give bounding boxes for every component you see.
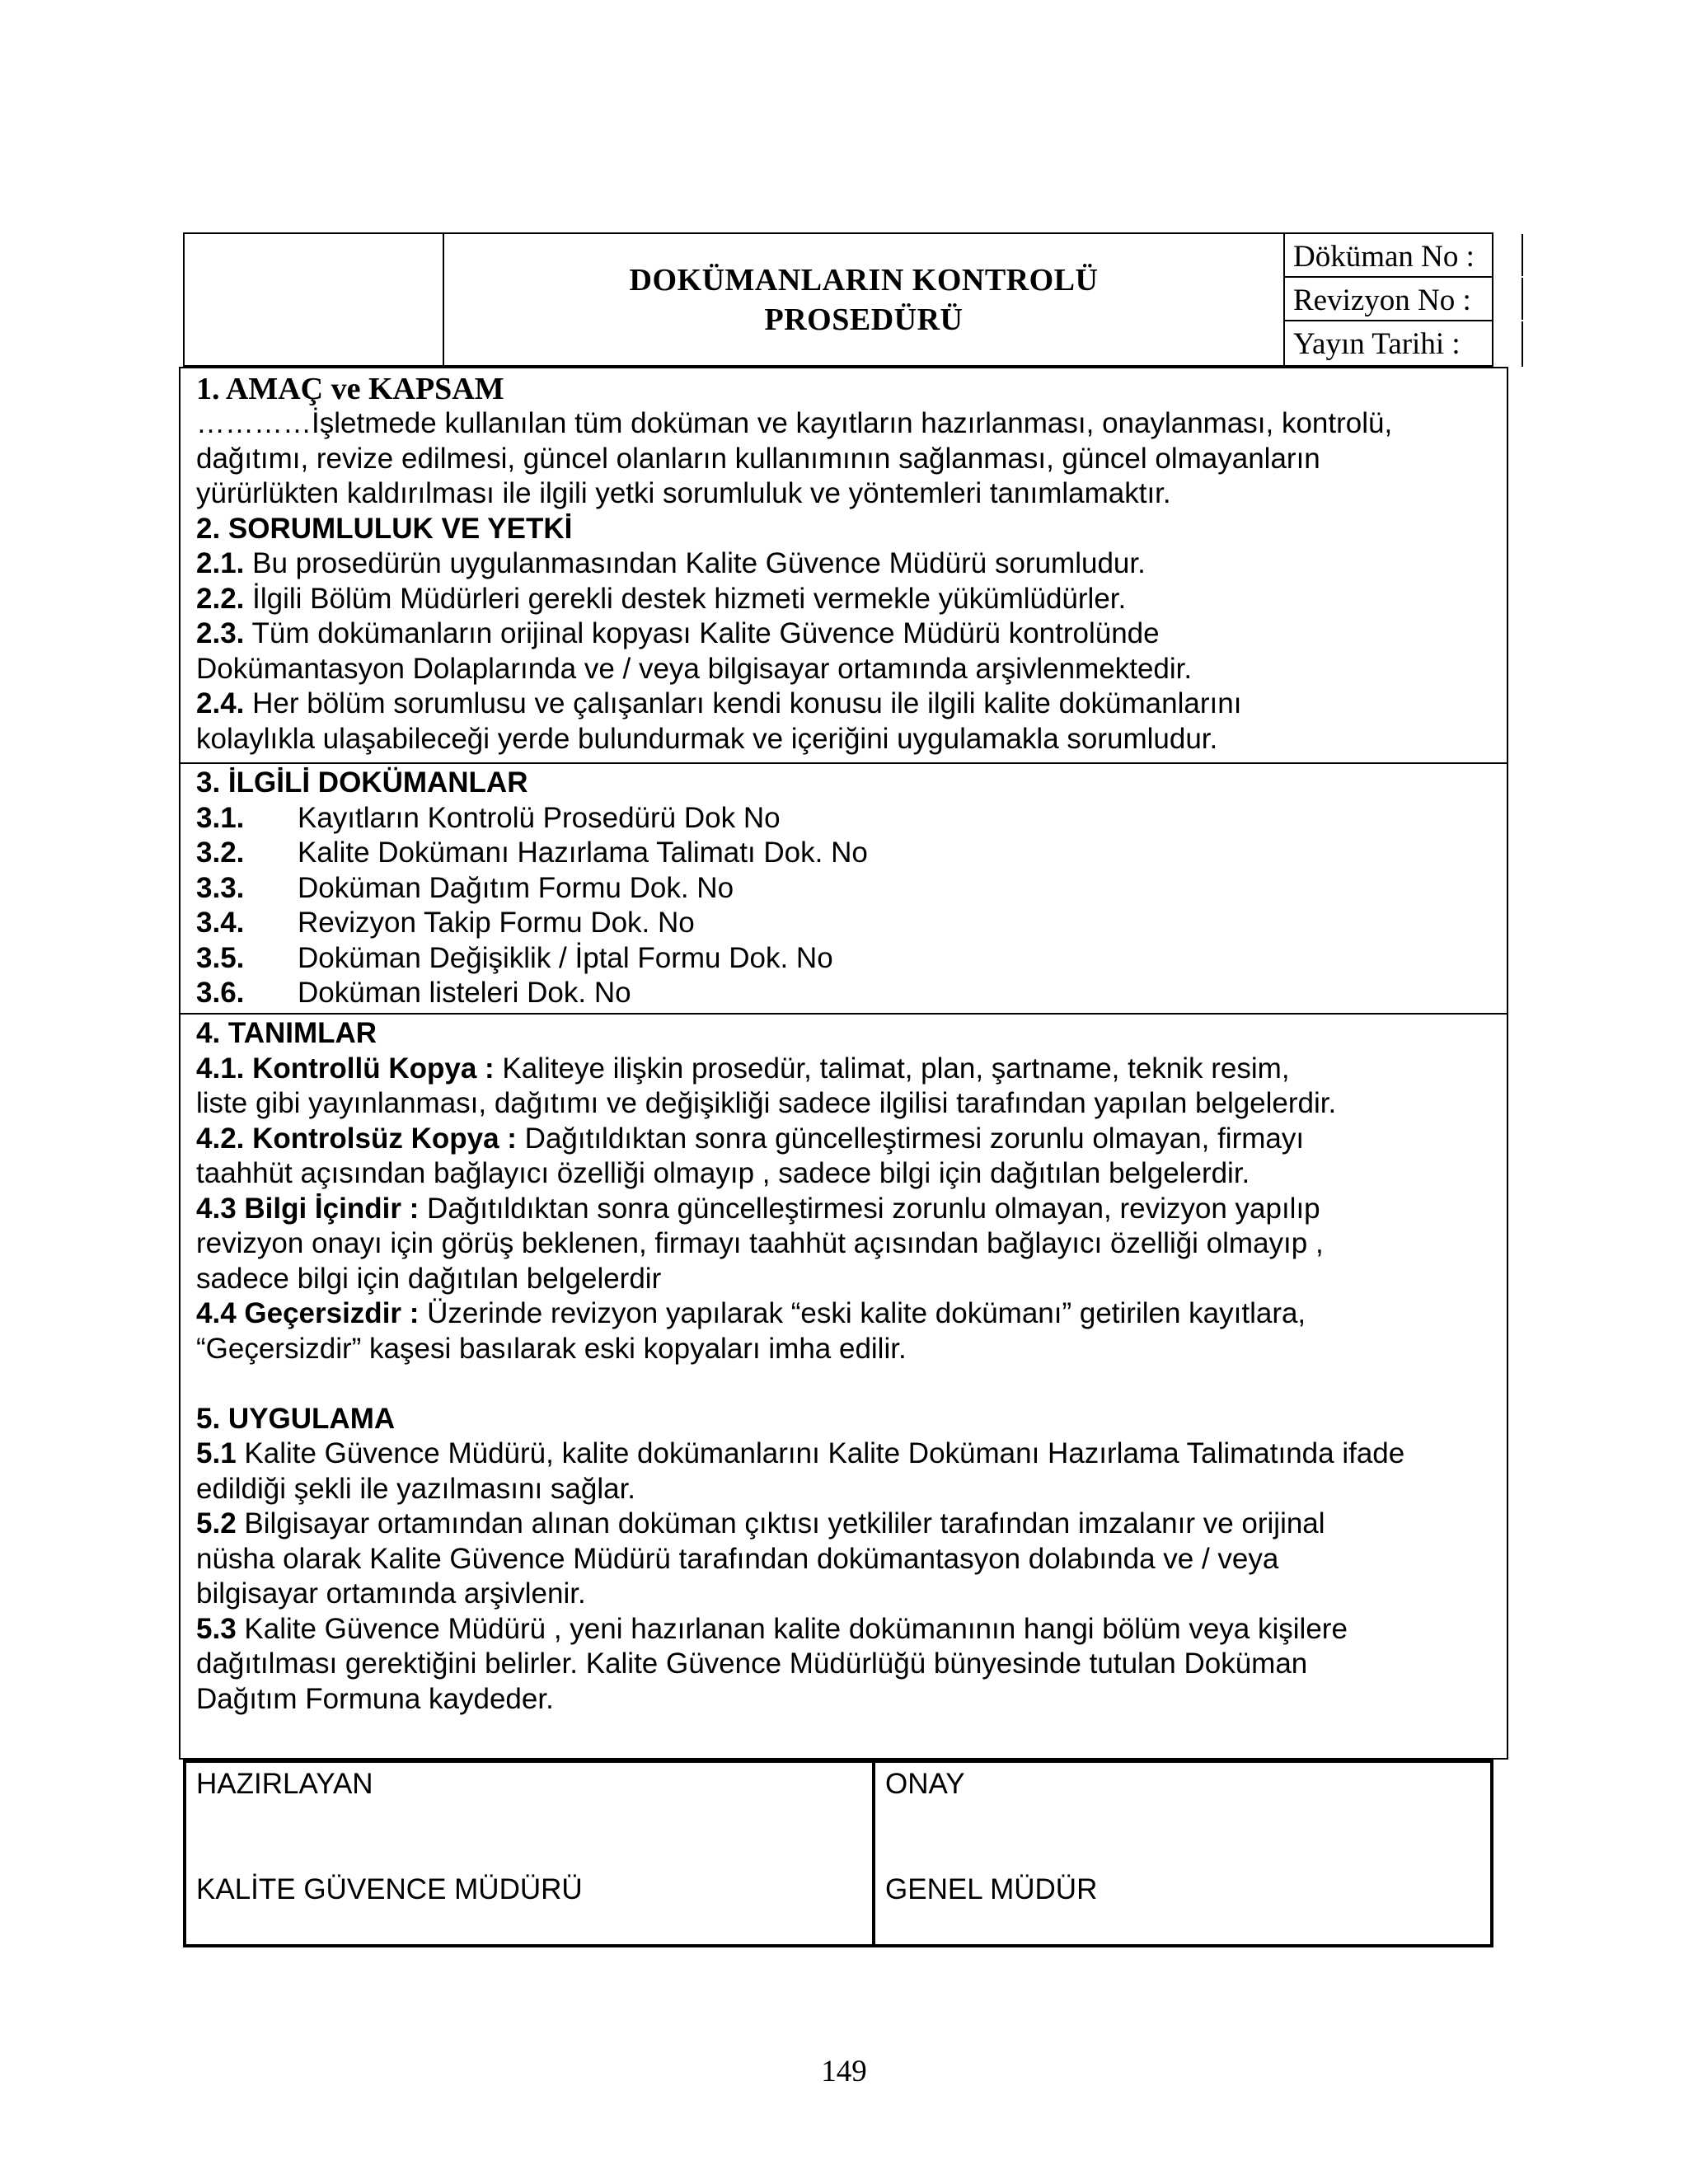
related-document-item — [196, 836, 1494, 871]
item-number: 3.5. — [196, 941, 245, 974]
section-2-heading: 2. SORUMLULUK VE YETKİ — [196, 512, 573, 545]
section-2-item-cont: Dokümantasyon Dolaplarında ve / veya bilgisayar ortamında arşivlenmektedir. — [196, 652, 1193, 685]
item-number: 2.3. — [196, 617, 245, 649]
definition-item — [196, 1052, 1494, 1087]
title-line-2: PROSEDÜRÜ — [764, 302, 964, 337]
definition-term: 4.2. Kontrolsüz Kopya : — [196, 1122, 517, 1155]
revision-no-value — [1522, 278, 1680, 320]
item-text: Her bölüm sorumlusu ve çalışanları kendi konusu ile ilgili kalite dokümanlarını — [252, 687, 1242, 719]
item-text: Kayıtların Kontrolü Prosedürü Dok No — [298, 801, 781, 834]
section-3-heading: 3. İLGİLİ DOKÜMANLAR — [196, 766, 528, 799]
section-2-item-cont: kolaylıkla ulaşabileceği yerde bulundurmak ve içeriğini uygulamakla sorumludur. — [196, 722, 1218, 755]
document-header-table — [183, 232, 1493, 367]
application-cont: Dağıtım Formuna kaydeder. — [196, 1682, 554, 1715]
section-divider — [181, 762, 1507, 764]
section-4-heading: 4. TANIMLAR — [196, 1017, 377, 1049]
definition-text: Kaliteye ilişkin prosedür, talimat, plan, şartname, teknik resim, — [494, 1052, 1290, 1085]
item-number: 5.3 — [196, 1612, 237, 1645]
item-text: Bu prosedürün uygulanmasından Kalite Güvence Müdürü sorumludur. — [252, 547, 1146, 579]
section-related-documents — [196, 766, 1494, 1011]
section-definitions — [196, 1016, 1494, 1717]
item-text: Kalite Dokümanı Hazırlama Talimatı Dok. No — [298, 837, 868, 869]
section-2-item — [196, 616, 1494, 652]
item-text: Tüm dokümanların orijinal kopyası Kalite Güvence Müdürü kontrolünde — [251, 617, 1160, 649]
logo-cell — [185, 234, 444, 365]
related-document-item — [196, 941, 1494, 977]
definition-text: Dağıtıldıktan sonra güncelleştirmesi zorunlu olmayan, firmayı — [516, 1122, 1305, 1155]
doc-no-row — [1285, 234, 1492, 278]
item-text: Revizyon Takip Formu Dok. No — [298, 907, 695, 939]
definition-item — [196, 1122, 1494, 1157]
definition-term: 4.4 Geçersizdir : — [196, 1297, 420, 1329]
approval-cell — [875, 1763, 1490, 1944]
section-purpose-scope — [196, 372, 1494, 757]
item-number: 5.1 — [196, 1437, 237, 1469]
approval-label: ONAY — [885, 1768, 965, 1800]
approval-title: GENEL MÜDÜR — [885, 1873, 1098, 1905]
definition-text: Dağıtıldıktan sonra güncelleştirmesi zorunlu olmayan, revizyon yapılıp — [419, 1192, 1320, 1225]
item-text: İlgili Bölüm Müdürleri gerekli destek hizmeti vermekle yükümlüdürler. — [252, 582, 1127, 615]
definition-cont: “Geçersizdir” kaşesi basılarak eski kopyaları imha edilir. — [196, 1332, 907, 1365]
publish-date-label: Yayın Tarihi : — [1293, 327, 1461, 361]
title-line-1: DOKÜMANLARIN KONTROLÜ — [629, 262, 1099, 298]
application-cont: dağıtılması gerektiğini belirler. Kalite Güvence Müdürlüğü bünyesinde tutulan Doküman — [196, 1647, 1308, 1680]
item-text: Bilgisayar ortamından alınan doküman çıktısı yetkililer tarafından imzalanır ve orijinal — [236, 1507, 1325, 1540]
prepared-by-label: HAZIRLAYAN — [196, 1768, 373, 1800]
definition-text: Üzerinde revizyon yapılarak “eski kalite dokümanı” getirilen kayıtlara, — [419, 1297, 1306, 1329]
section-1-line: yürürlükten kaldırılması ile ilgili yetki sorumluluk ve yöntemleri tanımlamaktır. — [196, 477, 1171, 509]
doc-no-value — [1522, 234, 1680, 276]
related-document-item — [196, 801, 1494, 837]
section-2-item — [196, 546, 1494, 582]
item-number: 5.2 — [196, 1507, 237, 1540]
application-cont: edildiği şekli ile yazılmasını sağlar. — [196, 1472, 636, 1505]
item-text: Doküman listeleri Dok. No — [298, 977, 631, 1009]
item-number: 3.4. — [196, 907, 245, 939]
application-cont: bilgisayar ortamında arşivlenir. — [196, 1577, 586, 1610]
section-1-heading: 1. AMAÇ ve KAPSAM — [196, 372, 504, 406]
definition-term: 4.1. Kontrollü Kopya : — [196, 1052, 495, 1085]
item-number: 2.4. — [196, 687, 245, 719]
document-title — [444, 234, 1285, 365]
item-text: Kalite Güvence Müdürü , yeni hazırlanan kalite dokümanının hangi bölüm veya kişilere — [236, 1612, 1348, 1645]
section-5-heading: 5. UYGULAMA — [196, 1402, 396, 1435]
definition-cont: sadece bilgi için dağıtılan belgelerdir — [196, 1262, 662, 1295]
related-document-item — [196, 906, 1494, 941]
page-number: 149 — [821, 2055, 867, 2088]
section-2-item — [196, 582, 1494, 617]
revision-no-row — [1285, 278, 1492, 321]
item-number: 3.3. — [196, 871, 245, 904]
prepared-by-cell — [186, 1763, 875, 1944]
related-document-item — [196, 871, 1494, 907]
definition-cont: revizyon onayı için görüş beklenen, firmayı taahhüt açısından bağlayıcı özelliği olmayıp , — [196, 1227, 1324, 1259]
section-2-item — [196, 687, 1494, 722]
section-1-line: dağıtımı, revize edilmesi, güncel olanların kullanımının sağlanması, güncel olmayanların — [196, 442, 1320, 475]
application-cont: nüsha olarak Kalite Güvence Müdürü tarafından dokümantasyon dolabında ve / veya — [196, 1542, 1279, 1575]
related-document-item — [196, 976, 1494, 1011]
item-number: 2.2. — [196, 582, 245, 615]
definition-term: 4.3 Bilgi İçindir : — [196, 1192, 420, 1225]
definition-cont: taahhüt açısından bağlayıcı özelliği olmayıp , sadece bilgi için dağıtılan belgelerdir. — [196, 1157, 1250, 1189]
item-text: Kalite Güvence Müdürü, kalite dokümanlarını Kalite Dokümanı Hazırlama Talimatında ifade — [236, 1437, 1405, 1469]
revision-no-label: Revizyon No : — [1293, 284, 1471, 317]
application-item — [196, 1436, 1494, 1472]
application-item — [196, 1612, 1494, 1647]
publish-date-row — [1285, 321, 1492, 367]
item-number: 3.1. — [196, 801, 245, 834]
doc-no-label: Döküman No : — [1293, 240, 1475, 274]
section-1-line: …………İşletmede kullanılan tüm doküman ve kayıtların hazırlanması, onaylanması, kontrolü, — [196, 407, 1393, 439]
signature-table — [183, 1760, 1493, 1947]
definition-item — [196, 1192, 1494, 1227]
document-meta — [1285, 234, 1492, 365]
definition-item — [196, 1296, 1494, 1332]
application-item — [196, 1507, 1494, 1542]
definition-cont: liste gibi yayınlanması, dağıtımı ve değişikliği sadece ilgilisi tarafından yapılan belgelerdir. — [196, 1087, 1337, 1119]
prepared-by-title: KALİTE GÜVENCE MÜDÜRÜ — [196, 1873, 583, 1905]
item-number: 3.6. — [196, 977, 245, 1009]
item-number: 2.1. — [196, 547, 245, 579]
item-text: Doküman Dağıtım Formu Dok. No — [298, 871, 734, 904]
item-text: Doküman Değişiklik / İptal Formu Dok. No — [298, 941, 833, 974]
publish-date-value — [1522, 321, 1680, 367]
spacer — [196, 1366, 1494, 1402]
document-body — [179, 367, 1508, 1760]
item-number: 3.2. — [196, 837, 245, 869]
section-divider — [181, 1013, 1507, 1015]
